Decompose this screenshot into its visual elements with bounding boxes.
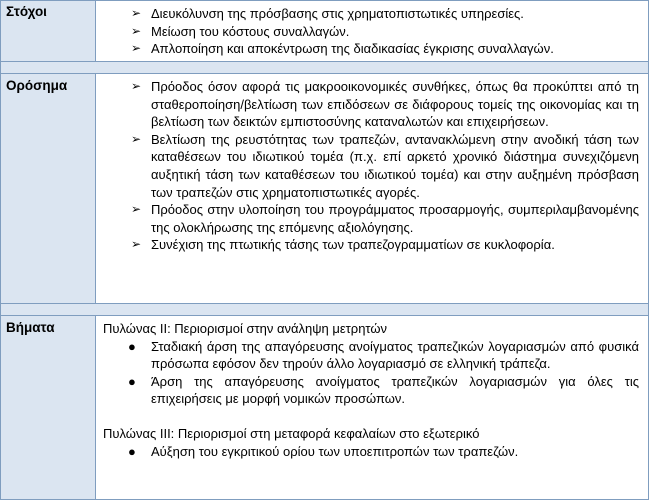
arrowhead-bullet-icon: ➢: [131, 23, 142, 38]
list-item: ● Αύξηση του εγκριτικού ορίου των υποεπιτροπών των τραπεζών.: [128, 443, 519, 459]
pillar-3-list: [96, 443, 649, 461]
arrowhead-bullet-icon: ➢: [131, 237, 142, 252]
milestone-label-cell: [0, 74, 96, 303]
steps-row: [0, 316, 649, 500]
goals-content: [96, 0, 649, 61]
arrowhead-bullet-icon: ➢: [131, 79, 142, 93]
list-item: ➢ Πρόοδος όσον αφορά τις μακροοικονομικές συνθήκες, όπως θα προκύπτει από τη σταθεροποίηση/βελτίωση των επιδόσεων σε διάφορους τομείς της οικονομίας και τη βελτίωση των δεικτών εμπιστοσύνης καταναλωτών και επιχειρήσεων.: [131, 79, 639, 130]
steps-label: Βήματα: [6, 320, 55, 335]
pillar-2-heading: Πυλώνας ΙΙ: Περιορισμοί στην ανάληψη μετρητών: [103, 321, 388, 336]
row-separator: [0, 303, 649, 316]
arrowhead-bullet-icon: ➢: [131, 131, 142, 146]
dot-bullet-icon: ●: [128, 338, 136, 354]
list-item: ● Σταδιακή άρση της απαγόρευσης ανοίγματος τραπεζικών λογαριασμών από φυσικά πρόσωπα εφόσον δεν τηρούν άλλο λογαριασμό σε ελληνική τράπεζα.: [128, 338, 639, 372]
list-item: ➢ Διευκόλυνση της πρόσβασης στις χρηματοπιστωτικές υπηρεσίες.: [131, 6, 524, 21]
list-item: ● Άρση της απαγόρευσης ανοίγματος τραπεζικών λογαριασμών για όλες τις επιχειρήσεις με μορφή νομικών προσώπων.: [128, 373, 639, 407]
dot-bullet-icon: ●: [128, 443, 136, 459]
goals-label: Στόχοι: [6, 4, 47, 19]
arrowhead-bullet-icon: ➢: [131, 41, 142, 56]
milestone-label: Ορόσημα: [6, 78, 68, 93]
arrowhead-bullet-icon: ➢: [131, 202, 142, 217]
milestone-row: [0, 74, 649, 303]
pillar-3-heading: Πυλώνας ΙΙΙ: Περιορισμοί στη μεταφορά κεφαλαίων στο εξωτερικό: [103, 425, 480, 441]
goals-list: [96, 5, 649, 58]
list-item: ➢ Συνέχιση της πτωτικής τάσης των τραπεζογραμματίων σε κυκλοφορία.: [131, 237, 555, 253]
goals-row: [0, 0, 649, 61]
dot-bullet-icon: ●: [128, 373, 136, 389]
list-item: ➢ Βελτίωση της ρευστότητας των τραπεζών, αντανακλώμενη στην ανοδική τάση των καταθέσεων του ιδιωτικού τομέα (π.χ. επί αρκετό χρονικό διάστημα συνεχιζόμενη αυξητική τάση των καταθέσεων του ιδιωτικού τομέα) και στην αυξημένη πρόσβαση των τραπεζών στις χρηματοπιστωτικές αγορές.: [131, 131, 639, 200]
goals-label-cell: [0, 0, 96, 61]
milestone-content: [96, 74, 649, 303]
steps-content: [96, 316, 649, 500]
milestone-list: [96, 78, 649, 254]
pillar-2-list: [96, 338, 649, 408]
list-item: ➢ Απλοποίηση και αποκέντρωση της διαδικασίας έγκρισης συναλλαγών.: [131, 41, 554, 57]
list-item: ➢ Μείωση του κόστους συναλλαγών.: [131, 23, 350, 39]
list-item: ➢ Πρόοδος στην υλοποίηση του προγράμματος προσαρμογής, συμπεριλαμβανομένης της ολοκλήρωσης της επόμενης αξιολόγησης.: [131, 202, 639, 235]
row-separator: [0, 61, 649, 74]
steps-label-cell: [0, 316, 96, 500]
arrowhead-bullet-icon: ➢: [131, 6, 142, 20]
